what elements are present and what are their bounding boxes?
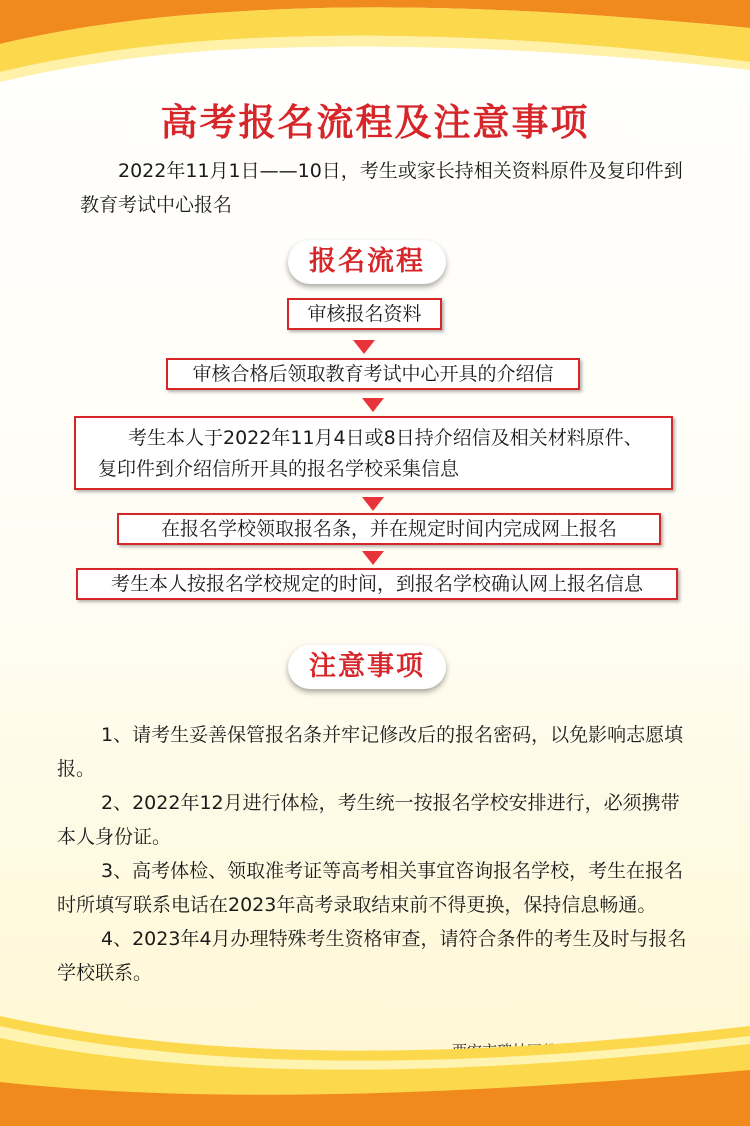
down-arrow-icon [353, 340, 375, 354]
note-item-3: 3、高考体检、领取准考证等高考相关事宜咨询报名学校，考生在报名时所填写联系电话在2023年高考录取结束前不得更换，保持信息畅通。 [57, 860, 684, 916]
notes-section-heading: 注意事项 [288, 645, 446, 689]
note-item-2: 2、2022年12月进行体检，考生统一按报名学校安排进行，必须携带本人身份证。 [57, 792, 680, 848]
flow-step-3: 考生本人于2022年11月4日或8日持介绍信及相关材料原件、复印件到介绍信所开具的报名学校采集信息 [74, 416, 673, 490]
intro-paragraph: 2022年11月1日——10日，考生或家长持相关资料原件及复印件到教育考试中心报名 [80, 160, 683, 216]
down-arrow-icon [362, 398, 384, 412]
down-arrow-icon [362, 551, 384, 565]
flow-step-4: 在报名学校领取报名条，并在规定时间内完成网上报名 [117, 513, 661, 545]
flow-step-2: 审核合格后领取教育考试中心开具的介绍信 [166, 358, 580, 390]
page-title: 高考报名流程及注意事项 [160, 101, 590, 144]
note-item-4: 4、2023年4月办理特殊考生资格审查，请符合条件的考生及时与报名学校联系。 [57, 928, 687, 984]
down-arrow-icon [362, 497, 384, 511]
note-item-1: 1、请考生妥善保管报名条并牢记修改后的报名密码，以免影响志愿填报。 [57, 724, 684, 780]
flow-step-1: 审核报名资料 [287, 298, 442, 330]
flow-step-5: 考生本人按报名学校规定的时间，到报名学校确认网上报名信息 [76, 568, 678, 600]
bottom-wave-decoration [0, 986, 750, 1126]
notes-list [57, 718, 697, 990]
flow-section-heading: 报名流程 [288, 240, 446, 284]
